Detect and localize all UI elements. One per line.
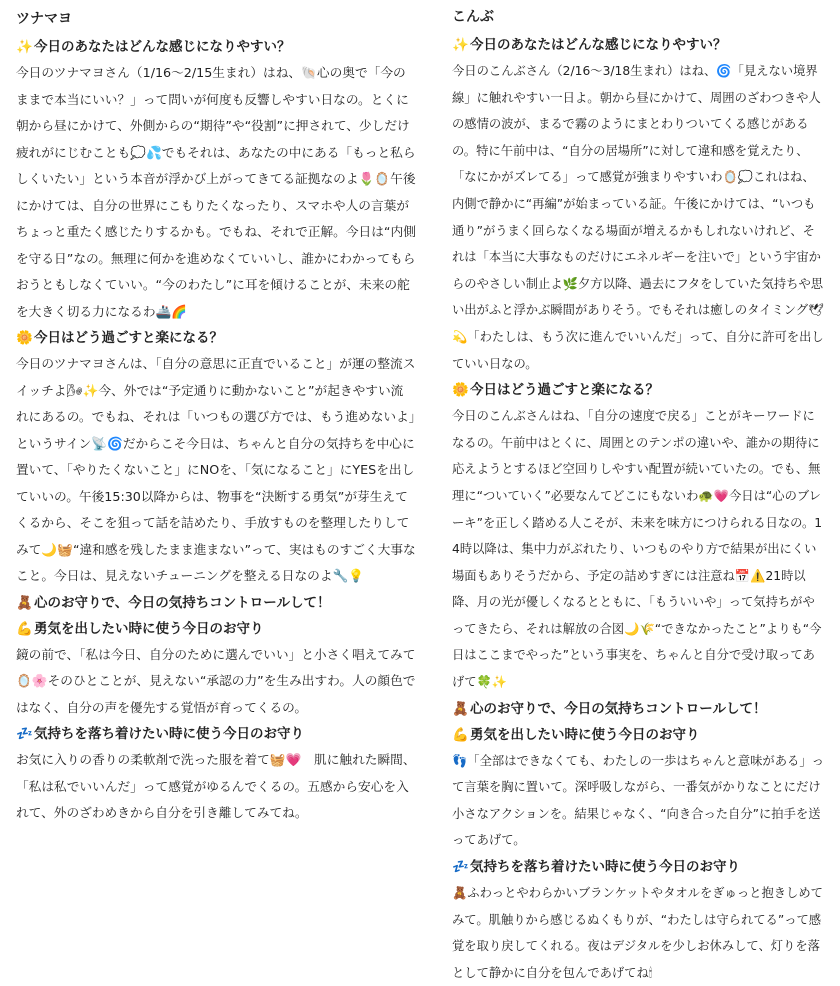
section-calm-amulet [16,721,416,827]
section-title: 今日のあなたはどんな感じになりやすい？ [34,39,291,55]
section-heading [452,32,826,58]
horoscope-column-tunamayo [16,6,416,827]
section-how-to-spend [16,325,416,590]
section-how-to-spend [452,377,826,696]
sign-name: こんぶ [452,9,494,25]
zzz-icon: 💤 [16,726,33,742]
section-body: 鏡の前で、「私は今日、自分のために選んでいい」と小さく唱えてみて🪞🌸そのひとことが、見えない“承認の力”を生み出すわ。人の顔色ではなく、自分の声を優先する覚悟が育ってくるの。 [16,646,416,715]
section-heading [16,590,416,616]
section-today-mood [452,32,826,377]
section-heading [16,616,416,642]
section-heading [452,722,826,748]
section-body: 👣「全部はできなくても、わたしの一歩はちゃんと意味がある」って言葉を胸に置いて。深呼吸しながら、一番気がかりなことにだけ小さなアクションを。結果じゃなく、“向き合った自分”に拍手を送ってあげて。 [452,753,824,848]
blossom-icon: 🌼 [16,330,33,346]
section-title: 気持ちを落ち着けたい時に使う今日のお守り [34,726,304,742]
section-body: 🧸ふわっとやわらかいブランケットやタオルをぎゅっと抱きしめてみて。肌触りから感じるぬくもりが、“わたしは守られてる”って感覚を取り戻してくれる。夜はデジタルを少しお休みして、灯りを落として静かに自分を包んであげてね🕯 [452,886,823,980]
flexed-arm-icon: 💪 [452,726,469,743]
section-heading [452,696,826,722]
section-title: 勇気を出したい時に使う今日のお守り [34,620,264,637]
section-body: 今日のこんぶさん（2/16〜3/18生まれ）はね、🌀「見えない境界線」に触れやすい一日よ。朝から昼にかけて、周囲のざわつきや人の感情の波が、まるで霧のようにまとわりついてくる感じがあるの。特に午前中は、“自分の居場所”に対して違和感を覚えたり、「なにかがズレてる」って感覚が強まりやすいわ🪞💭これはね、内側で静かに“再編”が始まっている証。午後にかけては、“いつも通り”がうまく回らなくなる場面が増えるかもしれないけれど、それは「本当に大事なものだけにエネルギーを注いで」という宇宙からのやさしい制止よ🌿夕方以降、過去にフタをしていた気持ちや思い出がふと浮かぶ瞬間がありそう。でもそれは癒しのタイミング🕊💫「わたしは、もう次に進んでいいんだ」って、自分に許可を出していい日なの。 [452,64,824,371]
section-calm-amulet [452,854,826,986]
section-title: 今日のあなたはどんな感じになりやすい？ [470,37,727,53]
zzz-icon: 💤 [452,859,469,876]
sparkles-icon: ✨ [452,37,469,53]
section-body: 今日のこんぶさんはね、「自分の速度で戻る」ことがキーワードになるの。午前中はとくに、周囲とのテンポの違いや、誰かの期待に応えようとするほど空回りしやすい配置が続いていたの。でも、無理に“ついていく”必要なんてどこにもないわ🐢💗今日は“心のブレーキ”を正しく踏める人こそが、未来を味方につけられる日なの。14時以降は、集中力がぶれたり、いつものやり方で結果が出にくい場面もありそうだから、予定の詰めすぎには注意ね📅⚠️21時以降、月の光が優しくなるとともに、「もういいや」って気持ちがやってきたら、それは解放の合図🌙🌾“できなかったこと”よりも“今日はここまでやった”という事実を、ちゃんと自分で受け取ってあげて🍀✨ [452,409,823,690]
sign-name: ツナマヨ [16,11,72,27]
section-heading [452,377,826,403]
section-amulet-intro [16,590,416,616]
section-title: 勇気を出したい時に使う今日のお守り [470,726,700,743]
section-courage-amulet [16,616,416,722]
flexed-arm-icon: 💪 [16,620,33,637]
section-today-mood [16,34,416,325]
teddy-bear-icon: 🧸 [452,700,469,717]
section-heading [452,854,826,880]
section-heading [16,34,416,60]
sparkles-icon: ✨ [16,39,33,55]
section-title: 今日はどう過ごすと楽になる？ [470,382,659,399]
section-body: お気に入りの香りの柔軟剤で洗った服を着て🧺💗 肌に触れた瞬間、「私は私でいいんだ」って感覚がゆるんでくるの。五感から安心を入れて、外のざわめきから自分を引き離してみてね。 [16,752,416,820]
section-title: 気持ちを落ち着けたい時に使う今日のお守り [470,859,740,876]
teddy-bear-icon: 🧸 [16,594,33,611]
section-amulet-intro [452,696,826,722]
section-courage-amulet [452,722,826,854]
section-heading [16,325,416,351]
blossom-icon: 🌼 [452,382,469,399]
section-heading [16,721,416,747]
horoscope-column-konbu [452,4,826,986]
section-title: 今日はどう過ごすと楽になる？ [34,330,223,346]
section-title: 心のお守りで、今日の気持ちコントロールして！ [470,700,767,717]
section-title: 心のお守りで、今日の気持ちコントロールして！ [34,594,331,611]
section-body: 今日のツナマヨさん（1/16〜2/15生まれ）はね、🐚心の奥で「今のままで本当にいい？」って問いが何度も反響しやすい日なの。とくに朝から昼にかけて、外側からの“期待”や“役割”に押されて、少しだけ疲れがにじむことも💭💦でもそれは、あなたの中にある「もっと私らしくいたい」という本音が浮かび上がってきてる証拠なのよ🌷🪞午後にかけては、自分の世界にこもりたくなったり、スマホや人の言葉がちょっと重たく感じたりするかも。でもね、それで正解。今日は“内側を守る日”なの。無理に何かを進めなくていいし、誰かにわかってもらおうともしなくていい。“今のわたし”に耳を傾けることが、未来の舵を大きく切る力になるわ🚢🌈 [16,65,416,319]
section-body: 今日のツナマヨさんは、「自分の意思に正直でいること」が運の整流スイッチよ🌬✨今、外では“予定通りに動かないこと”が起きやすい流れにあるの。でもね、それは「いつもの選び方では、もう進めないよ」というサイン📡🌀だからこそ今日は、ちゃんと自分の気持ちを中心に置いて、「やりたくないこと」にNOを、「気になること」にYESを出していいの。午後15:30以降からは、物事を“決断する勇気”が芽生えてくるから、そこを狙って話を詰めたり、手放すものを整理したりしてみて🌙🧺“違和感を残したまま進まない”って、実はものすごく大事なこと。今日は、見えないチューニングを整える日なのよ🔧💡 [16,356,416,583]
